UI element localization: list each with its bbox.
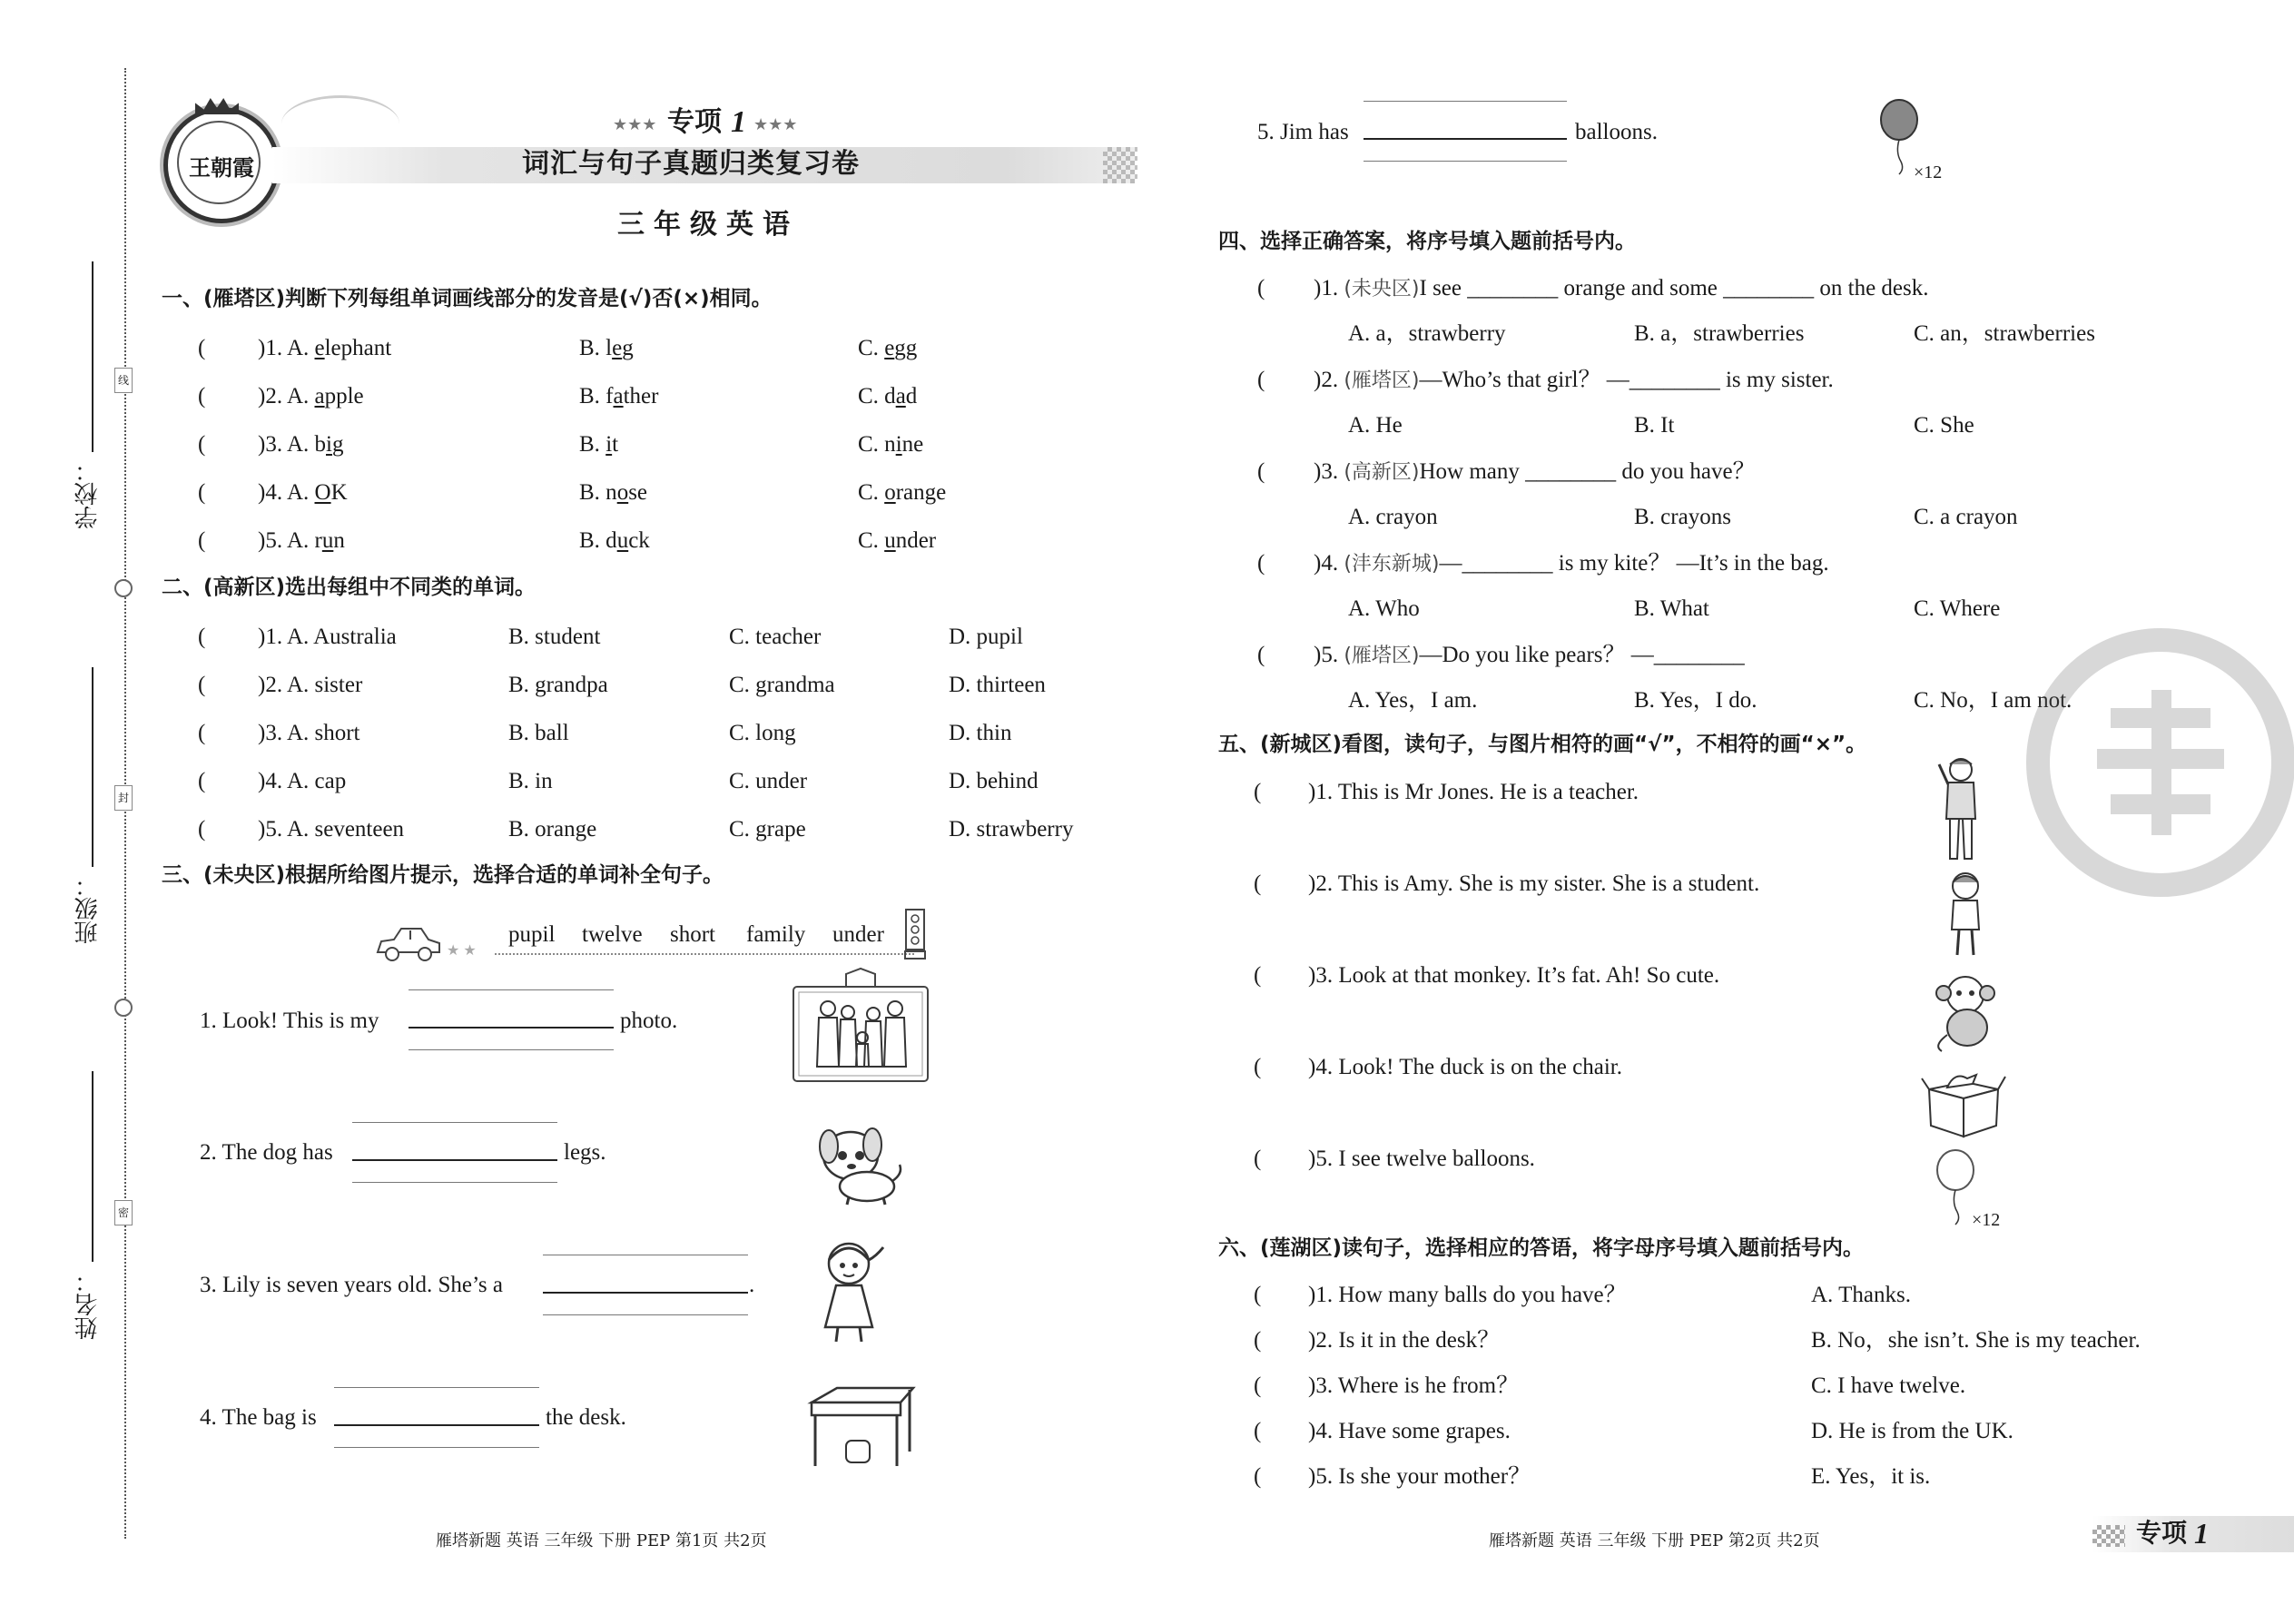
ribbon-checker bbox=[1103, 147, 1137, 183]
word-bank-item: family bbox=[746, 922, 806, 947]
family-photo-image bbox=[792, 967, 930, 1085]
mark-seal: 封 bbox=[114, 785, 133, 811]
fill-sentence-post: legs. bbox=[564, 1140, 606, 1165]
tab-checker bbox=[2092, 1525, 2125, 1547]
side-ornament-icon bbox=[114, 579, 133, 597]
answer-paren[interactable]: ( bbox=[1254, 1055, 1262, 1079]
answer-paren[interactable]: ( bbox=[198, 336, 206, 360]
section5-item: )2. This is Amy. She is my sister. She is a student. bbox=[1308, 871, 1760, 896]
answer-blank[interactable] bbox=[1364, 138, 1567, 140]
answer-paren[interactable]: ( bbox=[1257, 643, 1265, 667]
word-bank-item: under bbox=[832, 922, 884, 947]
section5-item: )5. I see twelve balloons. bbox=[1308, 1147, 1535, 1171]
section6-answer: D. He is from the UK. bbox=[1811, 1419, 2013, 1443]
section6-question: )5. Is she your mother？ bbox=[1308, 1464, 1531, 1489]
monkey-image bbox=[1929, 971, 2006, 1053]
balloon-count: ×12 bbox=[1972, 1210, 2001, 1230]
name-label: 姓名： bbox=[74, 1269, 102, 1340]
mark-secret: 密 bbox=[114, 1200, 133, 1225]
answer-blank[interactable] bbox=[409, 1027, 614, 1029]
answer-paren[interactable]: ( bbox=[198, 384, 206, 408]
section6-answer: A. Thanks. bbox=[1811, 1283, 1911, 1307]
answer-paren[interactable]: ( bbox=[1254, 1419, 1262, 1443]
school-label: 学校： bbox=[74, 458, 102, 529]
fill-sentence-post: photo. bbox=[620, 1009, 678, 1033]
decor-stars: ★ ★ bbox=[447, 943, 477, 959]
answer-paren[interactable]: ( bbox=[1254, 963, 1262, 988]
tab-number: 1 bbox=[2194, 1517, 2209, 1550]
answer-paren[interactable]: ( bbox=[198, 528, 206, 553]
section6-title: 六、(莲湖区)读句子，选择相应的答语，将字母序号填入题前括号内。 bbox=[1218, 1236, 1865, 1260]
section6-question: )4. Have some grapes. bbox=[1308, 1419, 1511, 1443]
word-bank-item: twelve bbox=[582, 922, 643, 947]
logo-text: 王朝霞 bbox=[189, 155, 254, 181]
name-line bbox=[92, 1071, 94, 1262]
section1-title: 一、(雁塔区)判断下列每组单词画线部分的发音是(√)否(×)相同。 bbox=[162, 287, 773, 310]
fill-sentence-pre: 3. Lily is seven years old. She’s a bbox=[200, 1273, 503, 1297]
grade-title: 三年级英语 bbox=[617, 209, 799, 241]
desk-image bbox=[806, 1384, 920, 1471]
mark-line: 线 bbox=[114, 368, 133, 393]
answer-paren[interactable]: ( bbox=[198, 480, 206, 505]
footer-left: 雁塔新题 英语 三年级 下册 PEP 第1页 共2页 bbox=[436, 1531, 767, 1550]
answer-paren[interactable]: ( bbox=[1254, 1328, 1262, 1353]
answer-blank[interactable] bbox=[334, 1424, 539, 1426]
section6-answer: B. No，she isn’t. She is my teacher. bbox=[1811, 1328, 2141, 1353]
side-ornament-icon bbox=[114, 999, 133, 1017]
fill-sentence-post: the desk. bbox=[546, 1405, 626, 1430]
fill-sentence-post: balloons. bbox=[1575, 120, 1658, 144]
answer-paren[interactable]: ( bbox=[1254, 871, 1262, 896]
answer-paren[interactable]: ( bbox=[1257, 276, 1265, 300]
section5-item: )1. This is Mr Jones. He is a teacher. bbox=[1308, 780, 1639, 804]
section5-title: 五、(新城区)看图，读句子，与图片相符的画“√”，不相符的画“×”。 bbox=[1218, 733, 1867, 756]
section6-question: )3. Where is he from？ bbox=[1308, 1373, 1520, 1398]
logo-emblem bbox=[163, 107, 280, 223]
answer-paren[interactable]: ( bbox=[1254, 1373, 1262, 1398]
answer-paren[interactable]: ( bbox=[1254, 1464, 1262, 1489]
header-badge: 专项 bbox=[667, 106, 722, 138]
section4-title: 四、选择正确答案，将序号填入题前括号内。 bbox=[1218, 230, 1636, 253]
answer-paren[interactable]: ( bbox=[1254, 1147, 1262, 1171]
boy-image bbox=[1943, 870, 1988, 960]
fill-sentence-post: . bbox=[749, 1273, 755, 1297]
man-image bbox=[1934, 755, 1988, 864]
section3-title: 三、(未央区)根据所给图片提示，选择合适的单词补全句子。 bbox=[162, 863, 724, 887]
footer-tab bbox=[2092, 1516, 2294, 1552]
footer-right: 雁塔新题 英语 三年级 下册 PEP 第2页 共2页 bbox=[1489, 1531, 1820, 1550]
answer-paren[interactable]: ( bbox=[198, 721, 206, 745]
answer-paren[interactable]: ( bbox=[1257, 551, 1265, 576]
word-bank-item: pupil bbox=[508, 922, 556, 947]
header-stars-left: ★★★ bbox=[613, 115, 657, 133]
class-line bbox=[92, 667, 94, 867]
crown-icon bbox=[195, 98, 239, 114]
answer-blank[interactable] bbox=[543, 1292, 748, 1294]
header-subtitle: 词汇与句子真题归类复习卷 bbox=[522, 148, 860, 180]
girl-image bbox=[812, 1236, 903, 1345]
fill-sentence-pre: 2. The dog has bbox=[200, 1140, 333, 1165]
answer-paren[interactable]: ( bbox=[198, 673, 206, 697]
header-stars-right: ★★★ bbox=[753, 115, 798, 133]
section6-answer: C. I have twelve. bbox=[1811, 1373, 1966, 1398]
word-bank-item: short bbox=[670, 922, 715, 947]
car-icon bbox=[372, 921, 445, 967]
header-number: 1 bbox=[731, 105, 746, 139]
section2-title: 二、(高新区)选出每组中不同类的单词。 bbox=[162, 576, 537, 599]
answer-paren[interactable]: ( bbox=[198, 625, 206, 649]
word-bank-line bbox=[495, 953, 914, 955]
section6-answer: E. Yes，it is. bbox=[1811, 1464, 1931, 1489]
answer-paren[interactable]: ( bbox=[198, 432, 206, 457]
school-line bbox=[92, 261, 94, 452]
answer-paren[interactable]: ( bbox=[1257, 368, 1265, 392]
balloon-count: ×12 bbox=[1914, 162, 1943, 182]
fill-sentence-pre: 5. Jim has bbox=[1257, 120, 1349, 144]
watermark-seal-icon bbox=[2024, 626, 2294, 899]
answer-paren[interactable]: ( bbox=[1254, 780, 1262, 804]
answer-paren[interactable]: ( bbox=[1254, 1283, 1262, 1307]
box-duck-image bbox=[1920, 1062, 2006, 1139]
answer-paren[interactable]: ( bbox=[198, 769, 206, 793]
class-label: 班级： bbox=[74, 873, 102, 944]
fill-sentence-pre: 1. Look! This is my bbox=[200, 1009, 379, 1033]
answer-blank[interactable] bbox=[352, 1159, 557, 1161]
tab-label: 专项 bbox=[2136, 1518, 2188, 1548]
traffic-light-icon bbox=[903, 908, 929, 962]
answer-paren[interactable]: ( bbox=[198, 817, 206, 842]
section5-item: )4. Look! The duck is on the chair. bbox=[1308, 1055, 1622, 1079]
section6-question: )2. Is it in the desk？ bbox=[1308, 1328, 1501, 1353]
dog-image bbox=[812, 1121, 908, 1207]
section6-question: )1. How many balls do you have？ bbox=[1308, 1283, 1627, 1307]
fill-sentence-pre: 4. The bag is bbox=[200, 1405, 317, 1430]
section5-item: )3. Look at that monkey. It’s fat. Ah! So cute. bbox=[1308, 963, 1720, 988]
ribbon-swoosh bbox=[281, 95, 399, 153]
answer-paren[interactable]: ( bbox=[1257, 459, 1265, 484]
